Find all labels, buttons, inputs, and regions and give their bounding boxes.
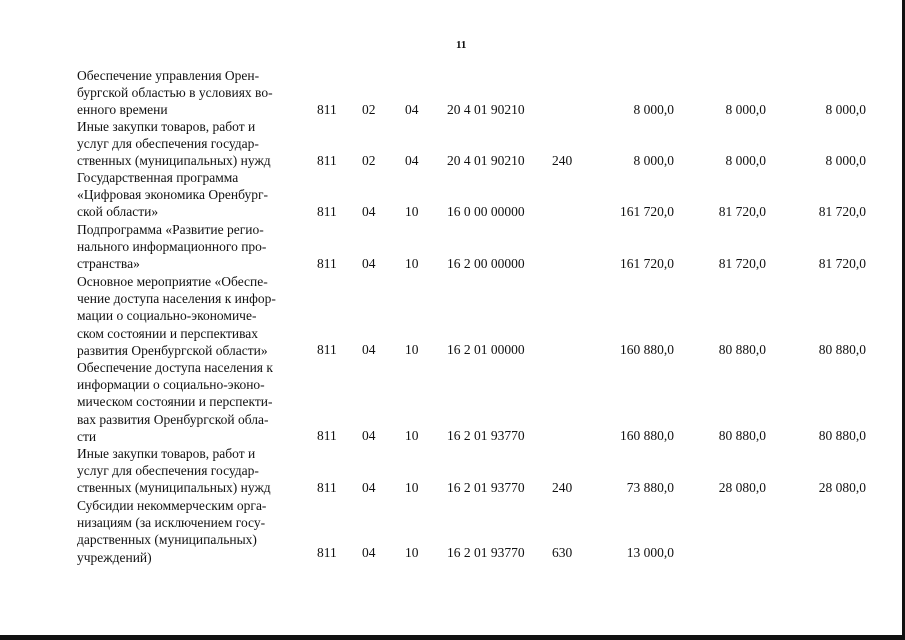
- row-amount-3: 80 880,0: [818, 428, 866, 443]
- row-razd: 04: [362, 545, 376, 560]
- page-number: 11: [456, 39, 467, 51]
- row-target-code: 16 0 00 00000: [447, 204, 525, 219]
- row-expense-type: 240: [552, 153, 573, 168]
- row-glav: 811: [317, 480, 337, 495]
- row-amount-1: 160 880,0: [620, 342, 674, 357]
- row-podr: 04: [405, 153, 419, 168]
- row-name: Государственная программа «Цифровая экономика Оренбург- ской области»: [77, 170, 268, 220]
- row-name: Основное мероприятие «Обеспе- чение доступа населения к инфор- мации о социально-экономиче- ском состоянии и перспективах развития Оренбургской области»: [77, 274, 276, 358]
- row-name: Обеспечение доступа населения к информации о социально-эконо- мическом состоянии и перспекти- вах развития Оренбургской обла- сти: [77, 360, 273, 444]
- row-razd: 04: [362, 428, 376, 443]
- row-podr: 04: [405, 102, 419, 117]
- row-glav: 811: [317, 428, 337, 443]
- row-expense-type: 630: [552, 545, 573, 560]
- row-target-code: 16 2 00 00000: [447, 256, 525, 271]
- row-razd: 02: [362, 153, 376, 168]
- row-target-code: 16 2 01 00000: [447, 342, 525, 357]
- row-amount-1: 161 720,0: [620, 204, 674, 219]
- row-glav: 811: [317, 256, 337, 271]
- row-amount-2: 8 000,0: [725, 153, 766, 168]
- row-amount-2: 8 000,0: [725, 102, 766, 117]
- row-amount-3: 8 000,0: [825, 102, 866, 117]
- row-amount-1: 13 000,0: [626, 545, 674, 560]
- scan-edge-bottom: [0, 635, 905, 640]
- row-glav: 811: [317, 102, 337, 117]
- row-target-code: 20 4 01 90210: [447, 102, 525, 117]
- row-name: Субсидии некоммерческим орга- низациям (за исключением госу- дарственных (муниципальных) учреждений): [77, 498, 267, 565]
- row-name: Подпрограмма «Развитие регио- нального информационного про- странства»: [77, 222, 267, 272]
- row-podr: 10: [405, 342, 419, 357]
- row-amount-2: 81 720,0: [718, 204, 766, 219]
- row-name: Иные закупки товаров, работ и услуг для обеспечения государ- ственных (муниципальных) нужд: [77, 446, 271, 496]
- row-name: Иные закупки товаров, работ и услуг для обеспечения государ- ственных (муниципальных) нужд: [77, 119, 271, 169]
- row-razd: 04: [362, 480, 376, 495]
- row-amount-1: 160 880,0: [620, 428, 674, 443]
- row-amount-1: 8 000,0: [633, 153, 674, 168]
- row-podr: 10: [405, 428, 419, 443]
- row-amount-2: 80 880,0: [718, 428, 766, 443]
- row-name: Обеспечение управления Орен- бургской областью в условиях во- енного времени: [77, 68, 273, 118]
- row-amount-3: 28 080,0: [818, 480, 866, 495]
- row-podr: 10: [405, 545, 419, 560]
- row-razd: 04: [362, 256, 376, 271]
- row-amount-2: 81 720,0: [718, 256, 766, 271]
- row-amount-3: 81 720,0: [818, 256, 866, 271]
- row-razd: 04: [362, 204, 376, 219]
- row-podr: 10: [405, 480, 419, 495]
- row-podr: 10: [405, 256, 419, 271]
- row-amount-3: 81 720,0: [818, 204, 866, 219]
- row-glav: 811: [317, 153, 337, 168]
- row-amount-1: 161 720,0: [620, 256, 674, 271]
- row-podr: 10: [405, 204, 419, 219]
- row-glav: 811: [317, 545, 337, 560]
- row-target-code: 16 2 01 93770: [447, 480, 525, 495]
- row-razd: 02: [362, 102, 376, 117]
- row-amount-3: 80 880,0: [818, 342, 866, 357]
- row-glav: 811: [317, 204, 337, 219]
- row-amount-1: 8 000,0: [633, 102, 674, 117]
- row-target-code: 16 2 01 93770: [447, 428, 525, 443]
- row-amount-1: 73 880,0: [626, 480, 674, 495]
- row-amount-3: 8 000,0: [825, 153, 866, 168]
- row-expense-type: 240: [552, 480, 573, 495]
- row-target-code: 20 4 01 90210: [447, 153, 525, 168]
- row-amount-2: 80 880,0: [718, 342, 766, 357]
- row-target-code: 16 2 01 93770: [447, 545, 525, 560]
- row-glav: 811: [317, 342, 337, 357]
- row-razd: 04: [362, 342, 376, 357]
- row-amount-2: 28 080,0: [718, 480, 766, 495]
